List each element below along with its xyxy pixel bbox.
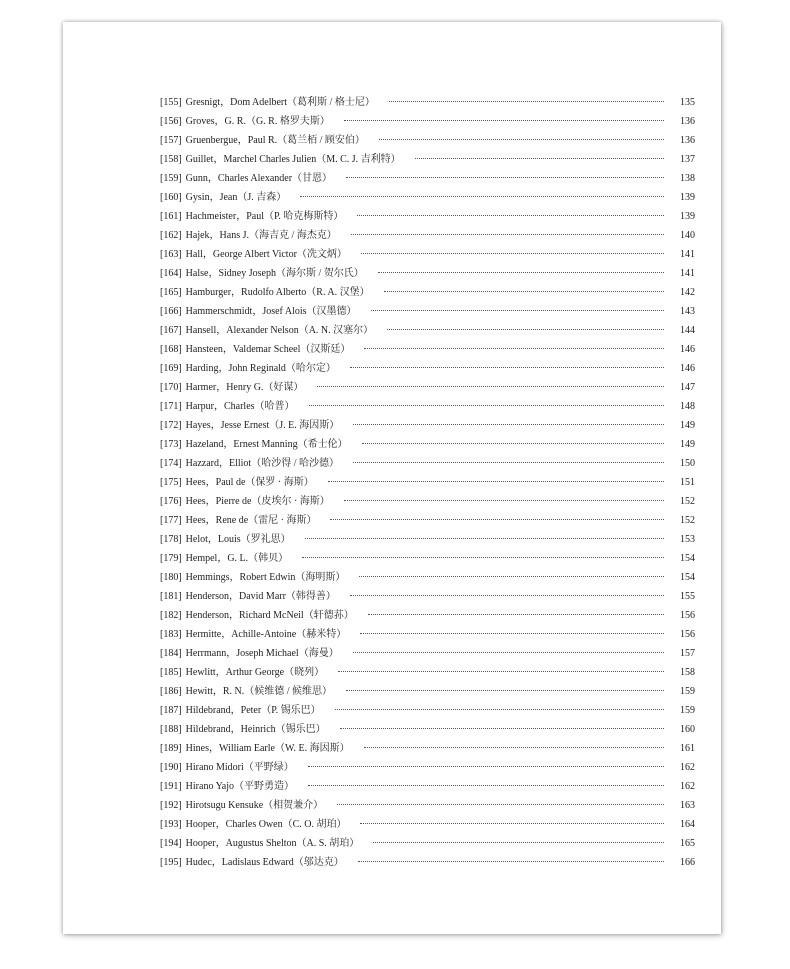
toc-entry bbox=[160, 435, 695, 454]
entry-page-number: 163 bbox=[680, 800, 695, 811]
toc-entry bbox=[160, 340, 695, 359]
dot-leader bbox=[362, 443, 664, 444]
entry-page-number: 156 bbox=[680, 629, 695, 640]
toc-entry bbox=[160, 131, 695, 150]
dot-leader bbox=[371, 310, 665, 311]
entry-number: [158] bbox=[160, 154, 182, 165]
entry-title: Hooper，Augustus Shelton（A. S. 胡珀） bbox=[185, 838, 360, 849]
document-page bbox=[63, 22, 721, 934]
entry-title: Hees，Rene de（雷尼 · 海斯） bbox=[185, 515, 317, 526]
dot-leader bbox=[337, 804, 664, 805]
entry-title: Hajek，Hans J.（海吉克 / 海杰克） bbox=[185, 230, 337, 241]
entry-number: [173] bbox=[160, 439, 182, 450]
entry-number: [174] bbox=[160, 458, 182, 469]
entry-page-number: 142 bbox=[680, 287, 695, 298]
toc-entry bbox=[160, 625, 695, 644]
toc-entry bbox=[160, 473, 695, 492]
toc-entry bbox=[160, 644, 695, 663]
entry-number: [181] bbox=[160, 591, 182, 602]
entry-title: Hines，William Earle（W. E. 海因斯） bbox=[185, 743, 350, 754]
toc-entry bbox=[160, 758, 695, 777]
entry-number: [168] bbox=[160, 344, 182, 355]
entry-page-number: 137 bbox=[680, 154, 695, 165]
entry-page-number: 156 bbox=[680, 610, 695, 621]
dot-leader bbox=[305, 538, 664, 539]
dot-leader bbox=[368, 614, 664, 615]
toc-entry bbox=[160, 264, 695, 283]
entry-number: [186] bbox=[160, 686, 182, 697]
entry-number: [191] bbox=[160, 781, 182, 792]
entry-number: [194] bbox=[160, 838, 182, 849]
toc-entry bbox=[160, 834, 695, 853]
entry-title: Hermitte，Achille-Antoine（赫米特） bbox=[185, 629, 347, 640]
dot-leader bbox=[378, 272, 664, 273]
entry-page-number: 152 bbox=[680, 496, 695, 507]
toc-entry bbox=[160, 112, 695, 131]
entry-page-number: 166 bbox=[680, 857, 695, 868]
dot-leader bbox=[317, 386, 664, 387]
toc-entry bbox=[160, 150, 695, 169]
entry-number: [182] bbox=[160, 610, 182, 621]
dot-leader bbox=[309, 405, 664, 406]
entry-page-number: 141 bbox=[680, 249, 695, 260]
entry-number: [157] bbox=[160, 135, 182, 146]
entry-page-number: 143 bbox=[680, 306, 695, 317]
entry-number: [172] bbox=[160, 420, 182, 431]
entry-number: [163] bbox=[160, 249, 182, 260]
dot-leader bbox=[360, 823, 664, 824]
entry-page-number: 135 bbox=[680, 97, 695, 108]
dot-leader bbox=[357, 215, 664, 216]
toc-entry bbox=[160, 549, 695, 568]
entry-title: Hall，George Albert Victor（冼文炳） bbox=[185, 249, 347, 260]
dot-leader bbox=[350, 595, 664, 596]
entry-page-number: 146 bbox=[680, 363, 695, 374]
entry-title: Hirano Yajo（平野勇造） bbox=[185, 781, 295, 792]
dot-leader bbox=[379, 139, 664, 140]
toc-entry bbox=[160, 720, 695, 739]
entry-number: [193] bbox=[160, 819, 182, 830]
entry-page-number: 160 bbox=[680, 724, 695, 735]
dot-leader bbox=[346, 690, 664, 691]
toc-entry bbox=[160, 378, 695, 397]
entry-title: Hemmings，Robert Edwin（海明斯） bbox=[185, 572, 346, 583]
toc-entry bbox=[160, 530, 695, 549]
entry-title: Hempel，G. L.（韩贝） bbox=[185, 553, 289, 564]
entry-title: Hildebrand，Peter（P. 锡乐巴） bbox=[185, 705, 321, 716]
dot-leader bbox=[330, 519, 664, 520]
entry-title: Henderson，David Marr（韩得善） bbox=[185, 591, 336, 602]
entry-title: Gysin，Jean（J. 吉森） bbox=[185, 192, 287, 203]
entry-page-number: 151 bbox=[680, 477, 695, 488]
entry-number: [155] bbox=[160, 97, 182, 108]
dot-leader bbox=[364, 747, 664, 748]
toc-entry bbox=[160, 321, 695, 340]
toc-entry bbox=[160, 93, 695, 112]
entry-title: Hirotsugu Kensuke（相贺兼介） bbox=[185, 800, 324, 811]
toc-entry bbox=[160, 739, 695, 758]
dot-leader bbox=[373, 842, 664, 843]
entry-title: Hazeland，Ernest Manning（希士伦） bbox=[185, 439, 348, 450]
entry-page-number: 154 bbox=[680, 553, 695, 564]
entry-page-number: 136 bbox=[680, 135, 695, 146]
entry-title: Hudec，Ladislaus Edward（邬达克） bbox=[185, 857, 344, 868]
entry-page-number: 153 bbox=[680, 534, 695, 545]
entry-page-number: 159 bbox=[680, 686, 695, 697]
entry-number: [171] bbox=[160, 401, 182, 412]
entry-number: [189] bbox=[160, 743, 182, 754]
entry-page-number: 149 bbox=[680, 420, 695, 431]
entry-page-number: 155 bbox=[680, 591, 695, 602]
entry-title: Groves，G. R.（G. R. 格罗夫斯） bbox=[185, 116, 330, 127]
toc-entry bbox=[160, 454, 695, 473]
entry-number: [164] bbox=[160, 268, 182, 279]
dot-leader bbox=[364, 348, 664, 349]
toc-entry bbox=[160, 359, 695, 378]
dot-leader bbox=[350, 367, 664, 368]
toc-entry bbox=[160, 606, 695, 625]
toc-entry bbox=[160, 492, 695, 511]
entry-number: [180] bbox=[160, 572, 182, 583]
entry-number: [187] bbox=[160, 705, 182, 716]
toc-entry bbox=[160, 283, 695, 302]
dot-leader bbox=[360, 633, 664, 634]
entry-number: [165] bbox=[160, 287, 182, 298]
dot-leader bbox=[389, 101, 664, 102]
entry-number: [170] bbox=[160, 382, 182, 393]
entry-title: Gruenbergue，Paul R.（葛兰栢 / 顾安伯） bbox=[185, 135, 365, 146]
entry-number: [177] bbox=[160, 515, 182, 526]
entry-page-number: 140 bbox=[680, 230, 695, 241]
entry-title: Hayes，Jesse Ernest（J. E. 海因斯） bbox=[185, 420, 340, 431]
dot-leader bbox=[335, 709, 664, 710]
entry-title: Harding，John Reginald（哈尔定） bbox=[185, 363, 336, 374]
dot-leader bbox=[353, 652, 664, 653]
entry-number: [176] bbox=[160, 496, 182, 507]
entry-page-number: 147 bbox=[680, 382, 695, 393]
entry-page-number: 149 bbox=[680, 439, 695, 450]
dot-leader bbox=[359, 576, 664, 577]
entry-title: Hansteen，Valdemar Scheel（汉斯廷） bbox=[185, 344, 351, 355]
entry-title: Harmer，Henry G.（好谋） bbox=[185, 382, 304, 393]
entry-page-number: 146 bbox=[680, 344, 695, 355]
entry-number: [169] bbox=[160, 363, 182, 374]
toc-entry bbox=[160, 416, 695, 435]
entry-title: Hewlitt，Arthur George（晓列） bbox=[185, 667, 325, 678]
entry-page-number: 139 bbox=[680, 192, 695, 203]
toc-entry bbox=[160, 587, 695, 606]
dot-leader bbox=[344, 500, 664, 501]
entry-page-number: 150 bbox=[680, 458, 695, 469]
entry-title: Harpur，Charles（哈普） bbox=[185, 401, 295, 412]
entry-title: Henderson，Richard McNeil（轩德荪） bbox=[185, 610, 354, 621]
entry-page-number: 148 bbox=[680, 401, 695, 412]
dot-leader bbox=[344, 120, 664, 121]
entry-number: [175] bbox=[160, 477, 182, 488]
entry-page-number: 144 bbox=[680, 325, 695, 336]
dot-leader bbox=[340, 728, 664, 729]
toc-entry bbox=[160, 663, 695, 682]
entry-number: [156] bbox=[160, 116, 182, 127]
entry-number: [184] bbox=[160, 648, 182, 659]
entry-title: Hirano Midori（平野绿） bbox=[185, 762, 294, 773]
dot-leader bbox=[308, 785, 664, 786]
toc-entry bbox=[160, 169, 695, 188]
entry-number: [195] bbox=[160, 857, 182, 868]
dot-leader bbox=[353, 462, 664, 463]
table-of-contents bbox=[160, 93, 695, 872]
entry-page-number: 139 bbox=[680, 211, 695, 222]
entry-page-number: 162 bbox=[680, 762, 695, 773]
entry-title: Gresnigt，Dom Adelbert（葛利斯 / 格士尼） bbox=[185, 97, 375, 108]
toc-entry bbox=[160, 188, 695, 207]
dot-leader bbox=[387, 329, 664, 330]
entry-title: Guillet，Marchel Charles Julien（M. C. J. 吉利特） bbox=[185, 154, 401, 165]
toc-entry bbox=[160, 207, 695, 226]
entry-title: Hammerschmidt，Josef Alois（汉墨德） bbox=[185, 306, 357, 317]
entry-page-number: 141 bbox=[680, 268, 695, 279]
entry-title: Hewitt，R. N.（候维德 / 候维思） bbox=[185, 686, 333, 697]
entry-title: Hildebrand，Heinrich（锡乐巴） bbox=[185, 724, 326, 735]
entry-number: [183] bbox=[160, 629, 182, 640]
dot-leader bbox=[328, 481, 664, 482]
entry-number: [161] bbox=[160, 211, 182, 222]
dot-leader bbox=[338, 671, 664, 672]
toc-entry bbox=[160, 853, 695, 872]
toc-entry bbox=[160, 568, 695, 587]
entry-number: [188] bbox=[160, 724, 182, 735]
entry-page-number: 136 bbox=[680, 116, 695, 127]
dot-leader bbox=[361, 253, 664, 254]
dot-leader bbox=[353, 424, 664, 425]
dot-leader bbox=[308, 766, 664, 767]
dot-leader bbox=[346, 177, 664, 178]
entry-number: [167] bbox=[160, 325, 182, 336]
entry-page-number: 161 bbox=[680, 743, 695, 754]
entry-number: [166] bbox=[160, 306, 182, 317]
toc-entry bbox=[160, 682, 695, 701]
entry-number: [159] bbox=[160, 173, 182, 184]
entry-page-number: 138 bbox=[680, 173, 695, 184]
dot-leader bbox=[358, 861, 664, 862]
dot-leader bbox=[415, 158, 664, 159]
entry-number: [185] bbox=[160, 667, 182, 678]
toc-entry bbox=[160, 302, 695, 321]
entry-page-number: 154 bbox=[680, 572, 695, 583]
entry-title: Halse，Sidney Joseph（海尔斯 / 贺尔氏） bbox=[185, 268, 364, 279]
dot-leader bbox=[384, 291, 664, 292]
entry-number: [192] bbox=[160, 800, 182, 811]
entry-title: Herrmann，Joseph Michael（海曼） bbox=[185, 648, 339, 659]
entry-page-number: 162 bbox=[680, 781, 695, 792]
entry-page-number: 158 bbox=[680, 667, 695, 678]
entry-title: Hees，Paul de（保罗 · 海斯） bbox=[185, 477, 314, 488]
toc-entry bbox=[160, 511, 695, 530]
toc-entry bbox=[160, 701, 695, 720]
entry-title: Helot，Louis（罗礼思） bbox=[185, 534, 291, 545]
entry-title: Hees，Pierre de（皮埃尔 · 海斯） bbox=[185, 496, 330, 507]
toc-entry bbox=[160, 226, 695, 245]
entry-number: [190] bbox=[160, 762, 182, 773]
toc-entry bbox=[160, 777, 695, 796]
dot-leader bbox=[300, 196, 664, 197]
entry-title: Hachmeister，Paul（P. 哈克梅斯特） bbox=[185, 211, 344, 222]
entry-number: [179] bbox=[160, 553, 182, 564]
dot-leader bbox=[351, 234, 664, 235]
entry-title: Hazzard，Elliot（哈沙得 / 哈沙德） bbox=[185, 458, 339, 469]
toc-entry bbox=[160, 815, 695, 834]
entry-number: [178] bbox=[160, 534, 182, 545]
toc-entry bbox=[160, 245, 695, 264]
entry-page-number: 157 bbox=[680, 648, 695, 659]
entry-number: [160] bbox=[160, 192, 182, 203]
toc-entry bbox=[160, 796, 695, 815]
entry-title: Gunn，Charles Alexander（甘恩） bbox=[185, 173, 333, 184]
entry-page-number: 165 bbox=[680, 838, 695, 849]
entry-title: Hamburger，Rudolfo Alberto（R. A. 汉堡） bbox=[185, 287, 370, 298]
toc-entry bbox=[160, 397, 695, 416]
entry-title: Hansell，Alexander Nelson（A. N. 汉塞尔） bbox=[185, 325, 374, 336]
entry-number: [162] bbox=[160, 230, 182, 241]
entry-page-number: 159 bbox=[680, 705, 695, 716]
entry-page-number: 164 bbox=[680, 819, 695, 830]
entry-page-number: 152 bbox=[680, 515, 695, 526]
dot-leader bbox=[302, 557, 664, 558]
entry-title: Hooper，Charles Owen（C. O. 胡珀） bbox=[185, 819, 347, 830]
